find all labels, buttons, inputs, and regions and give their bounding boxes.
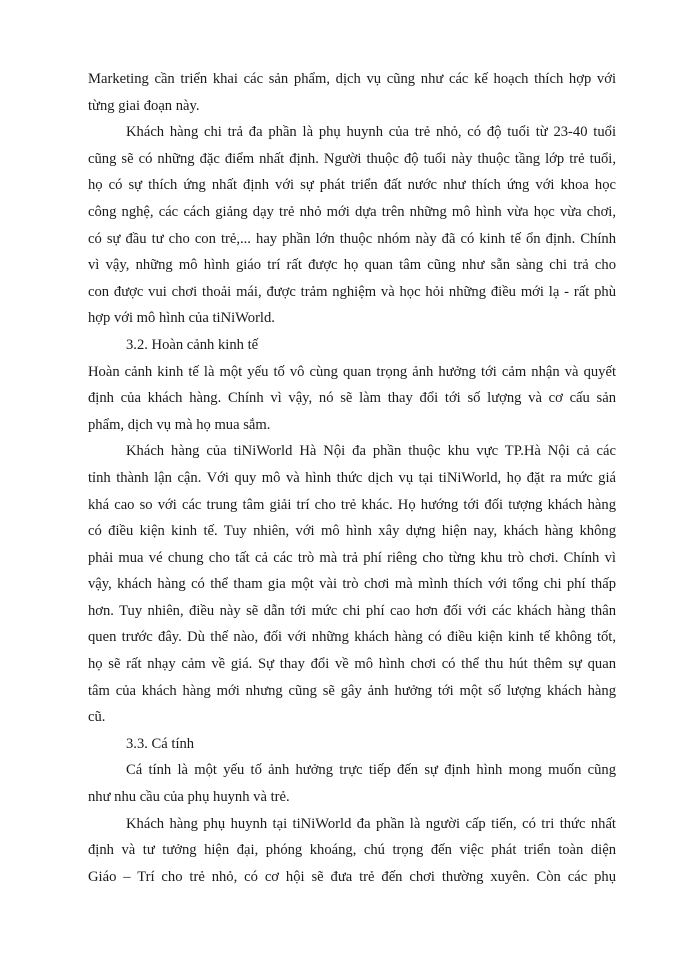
paragraph-line: định và tư tưởng hiện đại, phóng khoáng, chú trọng đến việc phát triển toàn diện xyxy=(88,842,616,859)
paragraph-line: hơn. Tuy nhiên, điều này sẽ dẫn tới mức chi phí cao hơn đối với các khách hàng thân xyxy=(88,602,616,619)
paragraph-line: như nhu cầu của phụ huynh và trẻ. xyxy=(88,789,290,806)
paragraph-line: có sự đầu tư cho con trẻ,... hay phần lớn thuộc nhóm này đã có kinh tế ổn định. Chính xyxy=(88,230,616,247)
paragraph-line: vì vậy, những mô hình giáo trí rất được họ quan tâm cũng như sẵn sàng chi trả cho xyxy=(88,257,616,274)
paragraph-line: phải mua vé chung cho tất cả các trò mà trả phí riêng cho từng khu trò chơi. Chính vì xyxy=(88,549,616,566)
paragraph-line: Hoàn cảnh kinh tế là một yếu tố vô cùng quan trọng ảnh hưởng tới cảm nhận và quyết xyxy=(88,363,616,380)
document-page xyxy=(88,66,616,890)
paragraph-line: Cá tính là một yếu tố ảnh hưởng trực tiếp đến sự định hình mong muốn cũng xyxy=(126,762,616,779)
paragraph-line: tâm của khách hàng mới nhưng cũng sẽ gây ảnh hưởng tới một số lượng khách hàng xyxy=(88,682,616,699)
paragraph-line: con được vui chơi thoải mái, được trảm nghiệm và học hỏi những điều mới lạ - rất phù xyxy=(88,283,616,300)
paragraph-line: có điều kiện kinh tế. Tuy nhiên, với mô hình xây dựng hiện nay, khách hàng không xyxy=(88,523,616,540)
paragraph-line: phẩm, dịch vụ mà họ mua sắm. xyxy=(88,416,271,433)
paragraph-line: công nghệ, các cách giảng dạy trẻ nhỏ mới dựa trên những mô hình vừa học vừa chơi, xyxy=(88,203,616,220)
paragraph-line: khá cao so với các trung tâm giải trí cho trẻ khác. Họ hướng tới đối tượng khách hàng xyxy=(88,496,616,513)
paragraph-line: họ có sự thích ứng nhất định với sự phát triển đất nước như thích ứng với khoa học xyxy=(88,177,616,194)
paragraph-line: định của khách hàng. Chính vì vậy, nó sẽ làm thay đổi tới số lượng và cơ cấu sản xyxy=(88,390,616,407)
paragraph-line: hợp với mô hình của tiNiWorld. xyxy=(88,310,275,327)
paragraph-line: Giáo – Trí cho trẻ nhỏ, có cơ hội sẽ đưa trẻ đến chơi thường xuyên. Còn các phụ xyxy=(88,868,616,885)
paragraph-line: vậy, khách hàng có thể tham gia một vài trò chơi mà mình thích với tổng chi phí thấp xyxy=(88,576,616,593)
section-heading: 3.3. Cá tính xyxy=(126,735,195,752)
section-heading: 3.2. Hoàn cảnh kinh tế xyxy=(126,336,259,353)
paragraph-line: từng giai đoạn này. xyxy=(88,97,200,114)
paragraph-line: Khách hàng chi trả đa phần là phụ huynh của trẻ nhỏ, có độ tuổi từ 23-40 tuổi xyxy=(126,124,616,141)
paragraph-line: cũng sẽ có những đặc điểm nhất định. Người thuộc độ tuổi này thuộc tầng lớp trẻ tuổi, xyxy=(88,150,616,167)
paragraph-line: họ sẽ rất nhạy cảm về giá. Sự thay đổi về mô hình chơi có thể thu hút thêm sự quan xyxy=(88,656,616,673)
paragraph-line: Marketing cần triển khai các sản phẩm, dịch vụ cũng như các kế hoạch thích hợp với xyxy=(88,71,616,87)
paragraph-line: Khách hàng của tiNiWorld Hà Nội đa phần thuộc khu vực TP.Hà Nội cả các xyxy=(126,443,616,460)
paragraph-line: Khách hàng phụ huynh tại tiNiWorld đa phần là người cấp tiến, có tri thức nhất xyxy=(126,815,616,832)
paragraph-line: cũ. xyxy=(88,709,106,726)
paragraph-line: quen trước đây. Dù thế nào, đối với những khách hàng có điều kiện kinh tế không tốt, xyxy=(88,629,616,646)
paragraph-line: tỉnh thành lận cận. Với quy mô và hình thức dịch vụ tại tiNiWorld, họ đặt ra mức giá xyxy=(88,469,616,486)
